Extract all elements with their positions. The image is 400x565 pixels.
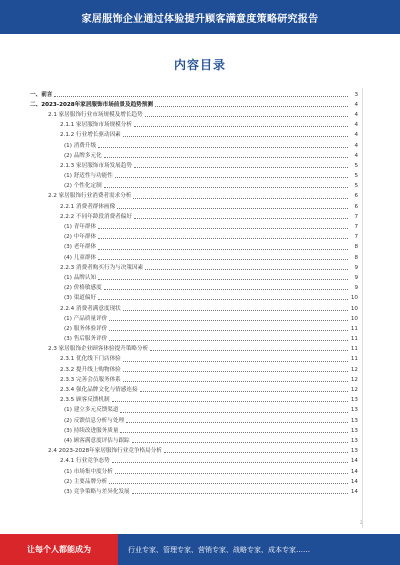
toc-entry-text: 2.1.1 家居服饰市场规模分析 [60, 122, 132, 129]
toc-entry-text: 2.3.1 优化线下门店体验 [60, 356, 121, 363]
toc-entry[interactable] [30, 170, 358, 180]
toc-leader-dots [134, 167, 348, 168]
toc-entry-page: 10 [350, 295, 358, 302]
toc-entry-text: (1) 市场集中度分析 [64, 468, 113, 475]
toc-leader-dots [98, 147, 348, 148]
toc-entry-page: 13 [350, 437, 358, 444]
toc-entry[interactable] [30, 129, 358, 139]
toc-entry-text: 2.3.2 提升线上购物体验 [60, 366, 121, 373]
toc-entry-page: 10 [350, 305, 358, 312]
toc-entry-page: 8 [354, 244, 358, 251]
toc-leader-dots [109, 320, 348, 321]
toc-entry[interactable] [30, 363, 358, 373]
toc-leader-dots [112, 401, 348, 402]
toc-entry[interactable] [30, 455, 358, 465]
toc-entry-text: (1) 品牌认知 [64, 274, 97, 281]
toc-entry-page: 10 [350, 315, 358, 322]
toc-entry-text: 2.4 2023-2028年家居服饰行业竞争格局分析 [48, 448, 162, 455]
toc-entry[interactable] [30, 485, 358, 495]
toc-entry[interactable] [30, 190, 358, 200]
toc-entry-text: (1) 消费升级 [64, 142, 97, 149]
toc-entry-text: (1) 舒适性与功能性 [64, 173, 113, 180]
toc-entry[interactable] [30, 261, 358, 271]
toc-entry-page: 11 [350, 346, 358, 353]
toc-leader-dots [117, 208, 348, 209]
toc-entry[interactable] [30, 108, 358, 118]
toc-entry-text: (2) 服务体验评价 [64, 325, 108, 332]
toc-entry-page: 5 [354, 173, 358, 180]
toc-entry-page: 7 [354, 224, 358, 231]
toc-leader-dots [109, 483, 348, 484]
toc-leader-dots [109, 330, 348, 331]
toc-entry[interactable] [30, 98, 358, 108]
toc-leader-dots [123, 361, 348, 362]
toc-leader-dots [126, 422, 348, 423]
toc-entry-text: (3) 渠道偏好 [64, 295, 97, 302]
toc-entry[interactable] [30, 241, 358, 251]
toc-entry-page: 9 [354, 285, 358, 292]
toc-leader-dots [115, 473, 348, 474]
toc-entry-page: 9 [354, 264, 358, 271]
toc-entry-page: 11 [350, 336, 358, 343]
toc-entry[interactable] [30, 383, 358, 393]
toc-entry-text: (2) 品牌多元化 [64, 152, 102, 159]
toc-entry[interactable] [30, 282, 358, 292]
toc-entry-page: 4 [354, 152, 358, 159]
toc-entry[interactable] [30, 394, 358, 404]
toc-leader-dots [98, 249, 348, 250]
toc-entry-page: 4 [354, 111, 358, 118]
toc-entry-text: (1) 建立多元反馈渠道 [64, 407, 119, 414]
toc-entry-page: 12 [350, 387, 358, 394]
toc-entry-page: 4 [354, 122, 358, 129]
toc-entry[interactable] [30, 231, 358, 241]
toc-entry-text: (4) 顾客满意度评估与跟踪 [64, 437, 130, 444]
toc-entry-text: 2.2 家居服饰行业消费者需求分析 [48, 193, 132, 200]
toc-entry-text: (3) 持续改进服务质量 [64, 427, 119, 434]
toc-entry[interactable] [30, 475, 358, 485]
toc-entry-text: 2.4.1 行业竞争态势 [60, 458, 110, 465]
toc-entry-text: 2.3.5 顾客反馈机制 [60, 397, 110, 404]
toc-entry-page: 4 [354, 142, 358, 149]
margin-rule [362, 88, 363, 528]
toc-entry[interactable] [30, 434, 358, 444]
toc-entry-page: 14 [350, 468, 358, 475]
toc-leader-dots [98, 299, 348, 300]
table-of-contents [30, 88, 358, 496]
toc-entry[interactable] [30, 343, 358, 353]
toc-entry-text: 2.1.3 家居服饰市场发展趋势 [60, 162, 132, 169]
toc-entry-page: 7 [354, 213, 358, 220]
toc-entry-text: 2.3.4 强化品牌文化与情感连接 [60, 387, 138, 394]
toc-leader-dots [140, 391, 348, 392]
toc-entry[interactable] [30, 404, 358, 414]
toc-entry[interactable] [30, 292, 358, 302]
toc-entry-page: 11 [350, 356, 358, 363]
toc-entry[interactable] [30, 424, 358, 434]
report-title: 家居服饰企业通过体验提升顾客满意度策略研究报告 [81, 13, 319, 25]
toc-entry-page: 3 [354, 91, 358, 98]
toc-leader-dots [145, 116, 348, 117]
toc-entry-page: 13 [350, 407, 358, 414]
toc-entry[interactable] [30, 302, 358, 312]
toc-entry[interactable] [30, 373, 358, 383]
toc-leader-dots [109, 340, 348, 341]
toc-entry-page: 9 [354, 274, 358, 281]
toc-leader-dots [98, 238, 348, 239]
toc-entry-text: (3) 老年群体 [64, 244, 97, 251]
toc-entry-text: 2.3.3 完善会员服务体系 [60, 376, 121, 383]
toc-entry-page: 11 [350, 325, 358, 332]
toc-entry-page: 14 [350, 458, 358, 465]
toc-entry-text: (2) 主要品牌分析 [64, 478, 108, 485]
toc-leader-dots [134, 126, 348, 127]
toc-leader-dots [123, 371, 348, 372]
toc-entry-text: (4) 儿童群体 [64, 254, 97, 261]
toc-leader-dots [150, 350, 348, 351]
toc-entry[interactable] [30, 251, 358, 261]
toc-entry[interactable] [30, 210, 358, 220]
toc-leader-dots [134, 218, 348, 219]
toc-entry-text: 2.2.4 消费者满意度现状 [60, 305, 121, 312]
toc-entry-text: (2) 反馈信息分析与处理 [64, 417, 125, 424]
toc-entry-text: 2.1 家居服饰行业市场规模及增长趋势 [48, 111, 143, 118]
toc-entry-page: 4 [354, 132, 358, 139]
toc-entry-page: 6 [354, 193, 358, 200]
toc-entry[interactable] [30, 312, 358, 322]
toc-entry[interactable] [30, 414, 358, 424]
toc-entry-page: 5 [354, 183, 358, 190]
toc-leader-dots [133, 198, 348, 199]
toc-entry[interactable] [30, 180, 358, 190]
toc-leader-dots [54, 96, 348, 97]
toc-entry-page: 14 [350, 478, 358, 485]
report-header [0, 0, 400, 34]
toc-entry-text: 2.1.2 行业增长驱动因素 [60, 132, 121, 139]
toc-leader-dots [164, 452, 348, 453]
toc-entry-text: (2) 中年群体 [64, 234, 97, 241]
toc-entry-page: 13 [350, 427, 358, 434]
toc-entry-text: 二、2023-2028年家居服饰市场前景及趋势预测 [30, 101, 153, 108]
toc-leader-dots [120, 412, 348, 413]
toc-entry-page: 4 [354, 101, 358, 108]
toc-leader-dots [145, 269, 348, 270]
toc-entry[interactable] [30, 271, 358, 281]
toc-entry-page: 12 [350, 366, 358, 373]
toc-leader-dots [132, 493, 348, 494]
toc-entry-page: 14 [350, 488, 358, 495]
toc-entry-page: 13 [350, 417, 358, 424]
toc-entry[interactable] [30, 465, 358, 475]
footer-tagline: 行业专家、管理专家、营销专家、战略专家、成本专家…… [128, 545, 310, 554]
toc-leader-dots [98, 259, 348, 260]
toc-leader-dots [112, 462, 348, 463]
footer-slogan: 让每个人都能成为 [27, 545, 91, 554]
toc-entry[interactable] [30, 220, 358, 230]
toc-leader-dots [115, 177, 348, 178]
toc-leader-dots [123, 381, 348, 382]
toc-entry-text: (3) 竞争策略与差异化发展 [64, 488, 130, 495]
toc-entry[interactable] [30, 149, 358, 159]
toc-entry-page: 12 [350, 376, 358, 383]
toc-entry-text: 一、前言 [30, 91, 53, 98]
toc-leader-dots [98, 279, 348, 280]
toc-heading: 内容目录 [173, 58, 226, 72]
toc-entry[interactable] [30, 353, 358, 363]
toc-entry-page: 5 [354, 162, 358, 169]
footer-slogan-block [0, 534, 118, 565]
toc-entry-text: 2.2.2 不同年龄段消费者偏好 [60, 213, 132, 220]
toc-entry[interactable] [30, 445, 358, 455]
toc-leader-dots [123, 310, 348, 311]
toc-entry[interactable] [30, 322, 358, 332]
toc-entry-text: 2.3 家居服饰企业顾客体验提升策略分析 [48, 346, 149, 353]
toc-leader-dots [104, 187, 348, 188]
toc-leader-dots [155, 106, 348, 107]
toc-entry-page: 7 [354, 234, 358, 241]
toc-entry[interactable] [30, 119, 358, 129]
toc-leader-dots [123, 136, 348, 137]
toc-leader-dots [120, 432, 348, 433]
toc-entry-page: 13 [350, 448, 358, 455]
toc-entry-page: 13 [350, 397, 358, 404]
toc-entry[interactable] [30, 333, 358, 343]
toc-leader-dots [104, 289, 348, 290]
toc-leader-dots [132, 442, 348, 443]
toc-entry[interactable] [30, 88, 358, 98]
toc-leader-dots [98, 228, 348, 229]
toc-entry-text: 2.2.1 消费者群体画像 [60, 203, 116, 210]
footer-banner [0, 534, 400, 565]
toc-entry-page: 8 [354, 254, 358, 261]
toc-entry-text: (2) 价格敏感度 [64, 285, 102, 292]
toc-leader-dots [104, 157, 348, 158]
toc-entry-text: (3) 售后服务评价 [64, 336, 108, 343]
toc-entry-text: (1) 青年群体 [64, 224, 97, 231]
toc-entry[interactable] [30, 200, 358, 210]
toc-entry-text: (2) 个性化定制 [64, 183, 102, 190]
toc-entry-text: (1) 产品质量评价 [64, 315, 108, 322]
toc-entry[interactable] [30, 139, 358, 149]
toc-entry-page: 6 [354, 203, 358, 210]
toc-entry-text: 2.2.3 消费者购买行为与决策因素 [60, 264, 144, 271]
page-number: 2 [360, 520, 363, 525]
toc-entry[interactable] [30, 159, 358, 169]
